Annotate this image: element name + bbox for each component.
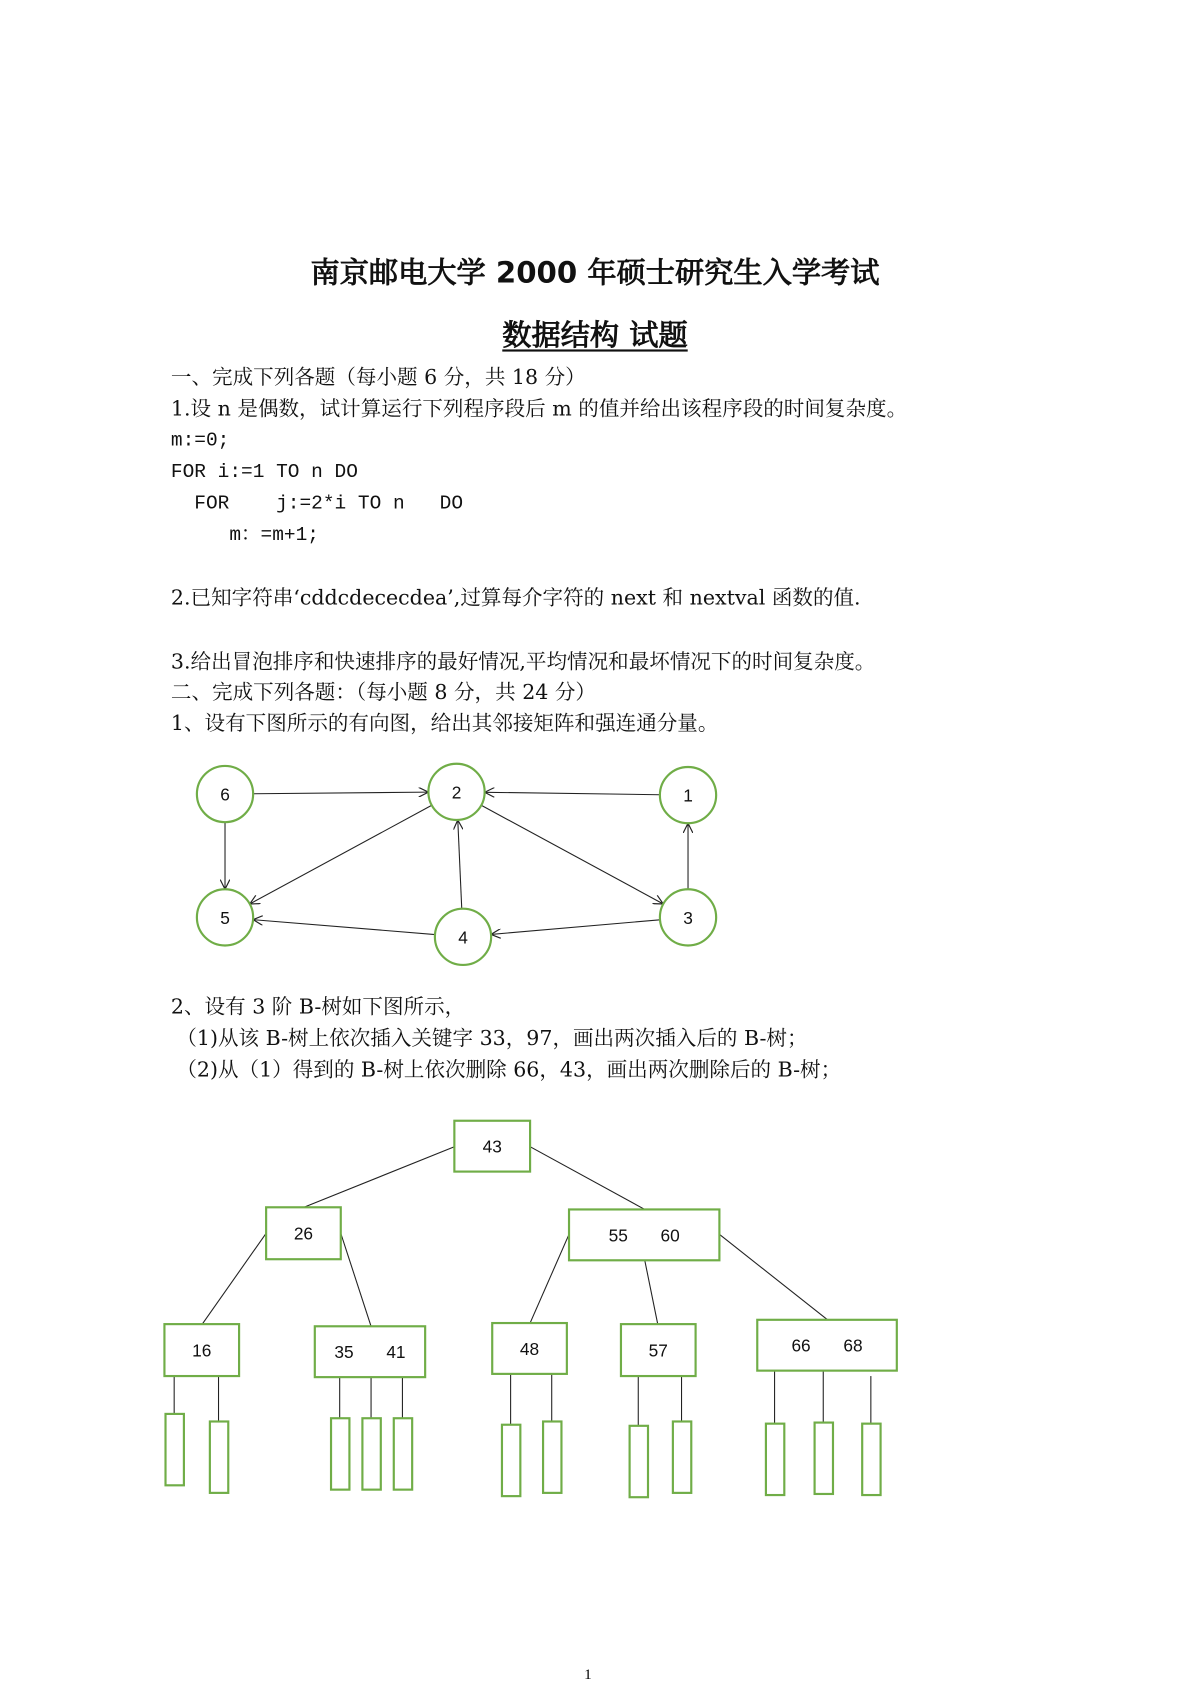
b-tree-edge: [530, 1147, 645, 1210]
graph-node-label: 2: [451, 782, 462, 803]
graph-edge-1-2: [485, 792, 660, 794]
b-tree-key: 60: [660, 1225, 680, 1246]
b-tree-empty-leaf: [862, 1424, 880, 1495]
b-tree-key: 43: [482, 1136, 502, 1157]
graph-node-label: 3: [683, 907, 693, 928]
graph-edge-3-4: [491, 920, 660, 935]
b-tree-empty-leaf: [210, 1421, 228, 1492]
exam-subtitle: 数据结构 试题: [502, 319, 688, 353]
b-tree-key: 16: [192, 1340, 212, 1361]
directed-graph: [197, 764, 716, 965]
graph-edge-6-2: [253, 792, 428, 794]
graph-edge-4-5: [253, 920, 435, 935]
b-tree-node-b: [569, 1209, 719, 1260]
b-tree-edge: [645, 1260, 658, 1324]
b-tree: [164, 1121, 896, 1497]
b-tree-empty-leaf: [166, 1414, 184, 1485]
b-tree-edge: [719, 1234, 827, 1319]
question-2-2: 2、设有 3 阶 B-树如下图所示，: [170, 995, 466, 1020]
b-tree-edge: [341, 1233, 371, 1326]
b-tree-node-a2: [315, 1326, 425, 1377]
graph-edge-2-5: [250, 805, 432, 904]
b-tree-key: 57: [648, 1340, 668, 1361]
section2-heading: 二、完成下列各题：（每小题 8 分，共 24 分）: [170, 680, 597, 705]
b-tree-empty-leaf: [766, 1424, 784, 1495]
b-tree-key: 66: [791, 1335, 811, 1356]
b-tree-edge: [530, 1234, 569, 1323]
b-tree-empty-leaf: [331, 1418, 349, 1489]
graph-node-label: 5: [220, 907, 230, 928]
graph-node-label: 4: [458, 927, 468, 948]
question-2-2-part2: （2)从（1）得到的 B-树上依次删除 66，43，画出两次删除后的 B-树；: [176, 1058, 842, 1082]
graph-edge-4-2: [458, 820, 462, 909]
question-1-2: 2.已知字符串‘cddcdececdea’,过算每介字符的 next 和 nextval 函数的值.: [170, 586, 861, 611]
b-tree-edge: [202, 1233, 266, 1324]
graph-node-label: 6: [220, 784, 230, 805]
b-tree-empty-leaf: [502, 1425, 520, 1496]
page-number: 1: [584, 1667, 592, 1684]
question-2-2-part1: （1)从该 B-树上依次插入关键字 33，97，画出两次插入后的 B-树；: [176, 1026, 808, 1051]
graph-edge-2-3: [481, 805, 663, 904]
b-tree-empty-leaf: [543, 1421, 561, 1492]
b-tree-key: 48: [519, 1338, 540, 1359]
b-tree-edge: [304, 1147, 454, 1208]
exam-title: 南京邮电大学 2000 年硕士研究生入学考试: [310, 256, 880, 290]
question-1-3: 3.给出冒泡排序和快速排序的最好情况,平均情况和最坏情况下的时间复杂度。: [170, 650, 876, 674]
code-line: m:=0;: [170, 430, 230, 453]
b-tree-key: 68: [843, 1335, 863, 1356]
question-1-1: 1.设 n 是偶数，试计算运行下列程序段后 m 的值并给出该程序段的时间复杂度。: [170, 397, 908, 421]
b-tree-empty-leaf: [630, 1426, 648, 1497]
code-line: FOR i:=1 TO n DO: [170, 461, 358, 484]
b-tree-key: 26: [293, 1223, 314, 1244]
code-line: m：=m+1;: [170, 524, 319, 547]
section1-heading: 一、完成下列各题（每小题 6 分，共 18 分）: [170, 365, 586, 390]
code-line: FOR j:=2*i TO n DO: [170, 493, 464, 515]
b-tree-key: 35: [334, 1342, 354, 1363]
b-tree-key: 55: [608, 1225, 628, 1246]
question-2-1: 1、设有下图所示的有向图，给出其邻接矩阵和强连通分量。: [170, 711, 719, 736]
b-tree-empty-leaf: [394, 1418, 412, 1489]
b-tree-node-b3: [757, 1320, 897, 1371]
b-tree-empty-leaf: [673, 1421, 691, 1492]
graph-node-label: 1: [683, 785, 693, 806]
b-tree-key: 41: [386, 1342, 406, 1363]
b-tree-empty-leaf: [362, 1418, 380, 1489]
b-tree-empty-leaf: [815, 1423, 833, 1494]
